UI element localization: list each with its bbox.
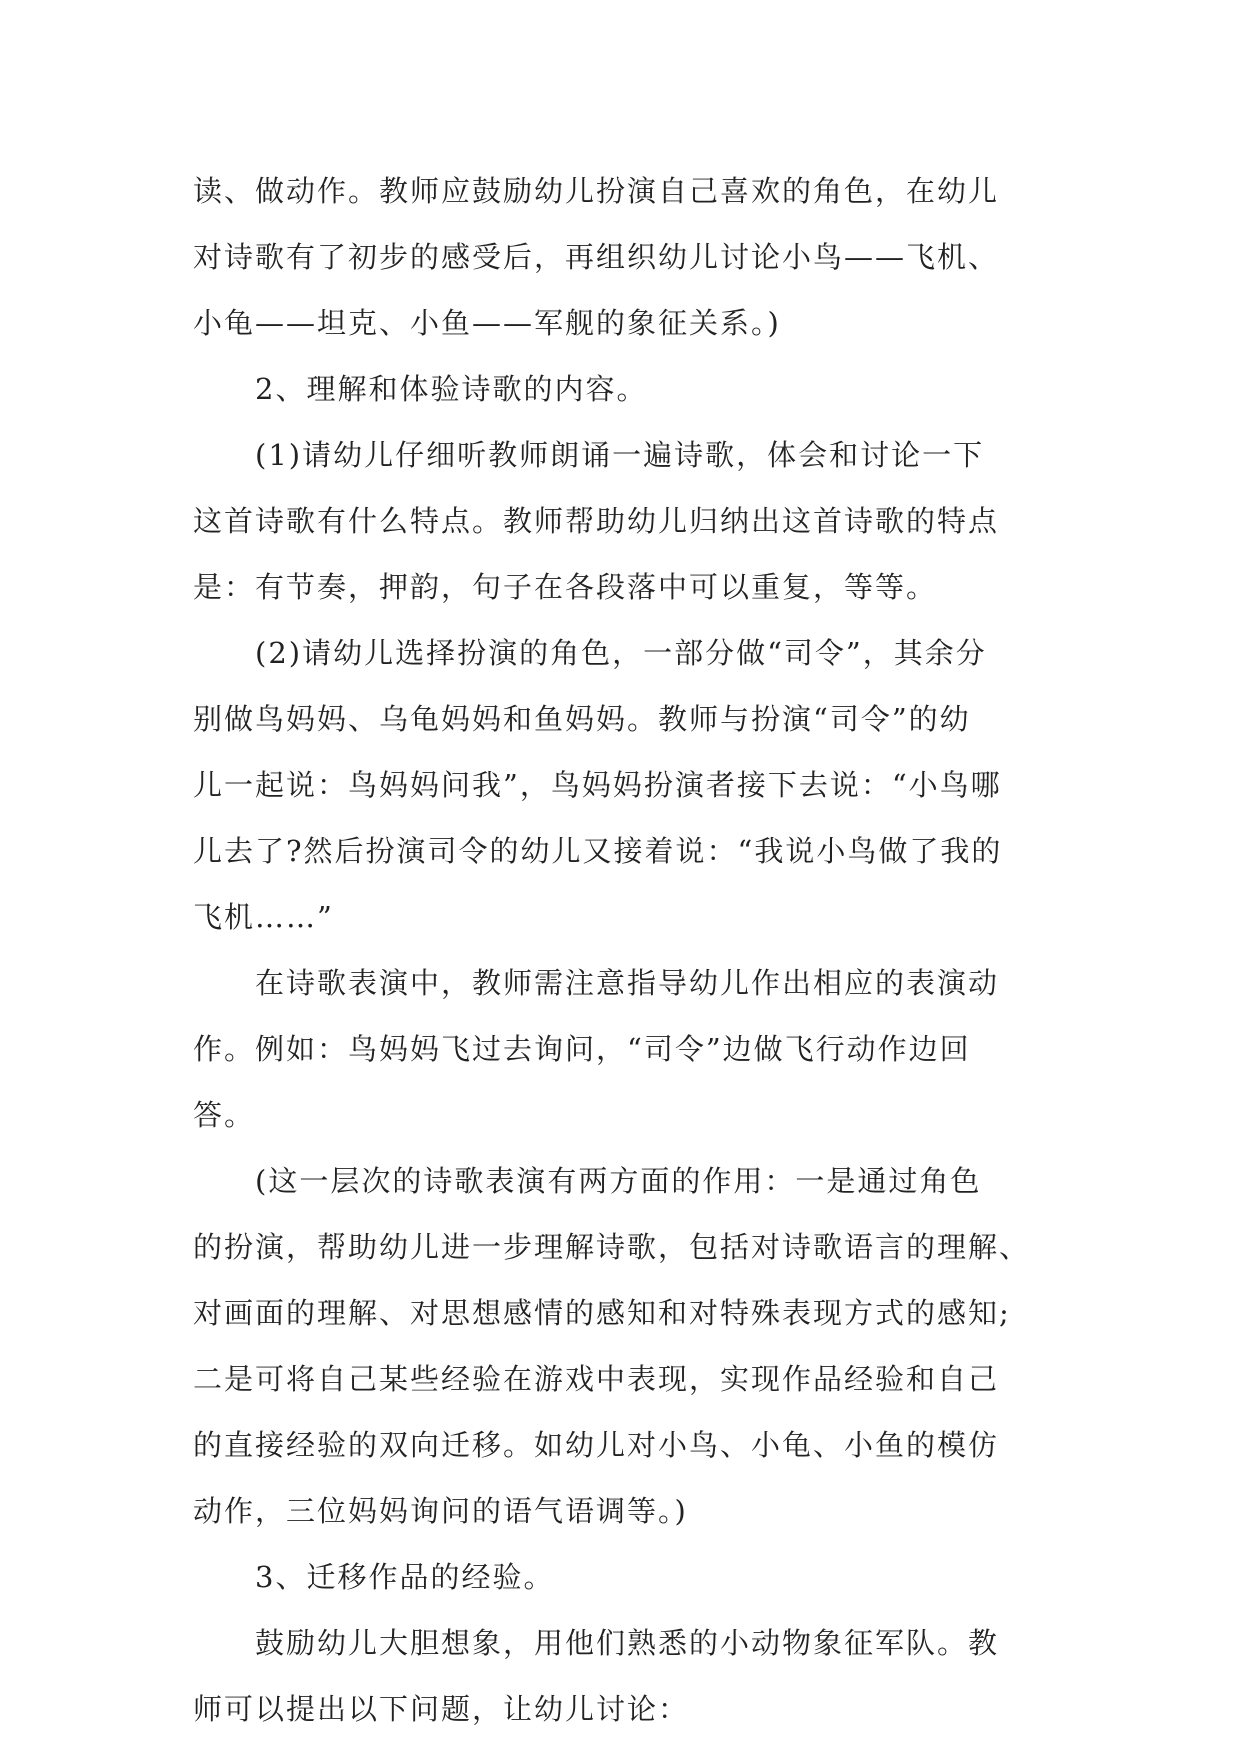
text-line: (1)请幼儿仔细听教师朗诵一遍诗歌，体会和讨论一下 (255, 438, 985, 472)
text-line: 对画面的理解、对思想感情的感知和对特殊表现方式的感知; (193, 1296, 1011, 1330)
text-line: 读、做动作。教师应鼓励幼儿扮演自己喜欢的角色，在幼儿 (193, 174, 1000, 208)
section-heading-2: 2、理解和体验诗歌的内容。 (255, 372, 648, 406)
text-line: 的直接经验的双向迁移。如幼儿对小鸟、小龟、小鱼的模仿 (193, 1428, 1000, 1462)
text-line: 作。例如：鸟妈妈飞过去询问，“司令”边做飞行动作边回 (193, 1032, 971, 1066)
text-line: 鼓励幼儿大胆想象，用他们熟悉的小动物象征军队。教 (255, 1626, 1000, 1660)
text-line: 二是可将自己某些经验在游戏中表现，实现作品经验和自己 (193, 1362, 1000, 1396)
text-line: 师可以提出以下问题，让幼儿讨论： (193, 1692, 690, 1726)
text-line: 是：有节奏，押韵，句子在各段落中可以重复，等等。 (193, 570, 938, 604)
document-body (193, 158, 1063, 1742)
text-line: 的扮演，帮助幼儿进一步理解诗歌，包括对诗歌语言的理解、 (193, 1230, 1031, 1264)
text-line: 儿去了?然后扮演司令的幼儿又接着说：“我说小鸟做了我的 (193, 834, 1003, 868)
text-line: 儿一起说：鸟妈妈问我”，鸟妈妈扮演者接下去说：“小鸟哪 (193, 768, 1002, 802)
text-line: 在诗歌表演中，教师需注意指导幼儿作出相应的表演动 (255, 966, 1000, 1000)
text-line: 动作，三位妈妈询问的语气语调等。) (193, 1494, 688, 1528)
text-line: 这首诗歌有什么特点。教师帮助幼儿归纳出这首诗歌的特点 (193, 504, 1000, 538)
text-line: 对诗歌有了初步的感受后，再组织幼儿讨论小鸟——飞机、 (193, 240, 1000, 274)
text-line: 答。 (193, 1098, 256, 1132)
text-line: (2)请幼儿选择扮演的角色，一部分做“司令”，其余分 (255, 636, 987, 670)
text-line: 小龟——坦克、小鱼——军舰的象征关系。) (193, 306, 781, 340)
section-heading-3: 3、迁移作品的经验。 (255, 1560, 555, 1594)
text-line: 别做鸟妈妈、乌龟妈妈和鱼妈妈。教师与扮演“司令”的幼 (193, 702, 971, 736)
text-line: 飞机……” (193, 900, 334, 934)
text-line: (这一层次的诗歌表演有两方面的作用：一是通过角色 (255, 1164, 982, 1198)
